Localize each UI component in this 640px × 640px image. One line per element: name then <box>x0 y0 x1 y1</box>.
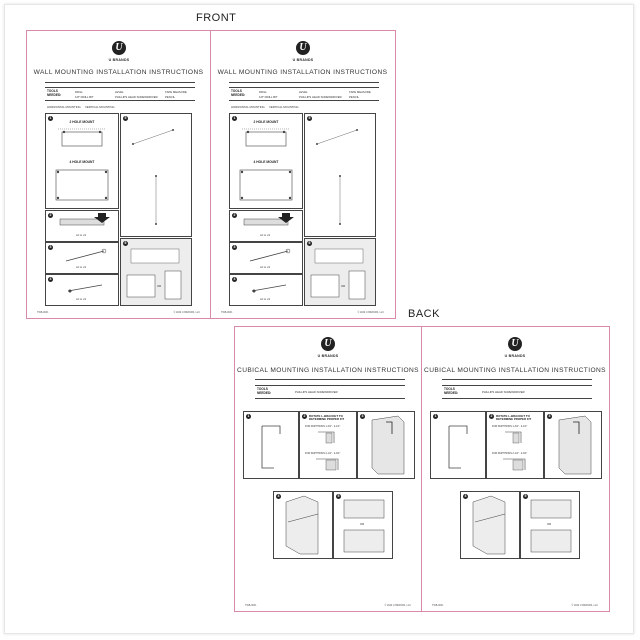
tool-item: PHILLIPS HEAD SCREWDRIVER <box>115 94 158 99</box>
footer-right: © 2020 U BRANDS, LLC <box>357 311 384 314</box>
tools-panel <box>45 87 195 101</box>
step-number-3: 3 <box>548 414 551 418</box>
step-3-panel <box>45 242 119 274</box>
front-sheet <box>26 30 396 319</box>
fit-b-diagram <box>300 456 356 476</box>
step-number-5: 5 <box>308 116 311 120</box>
bracket-diagram <box>244 412 298 478</box>
step-2-panel <box>229 210 303 242</box>
two-hole-diagram <box>46 126 118 156</box>
tool-item: LEVEL <box>299 89 308 94</box>
step-number-1: 1 <box>247 414 250 418</box>
step-number-5: 5 <box>524 494 527 498</box>
step-4-panel <box>273 491 333 559</box>
tool-item: 1/8" DRILL BIT <box>259 94 278 99</box>
bracket-diagram <box>431 412 485 478</box>
qty-label: x2 or x4 <box>76 265 86 269</box>
qty-label: x2 or x4 <box>260 297 270 301</box>
tools-panel <box>255 385 405 399</box>
or-label: OR <box>360 522 365 526</box>
front-label: FRONT <box>196 12 237 24</box>
footer-left: TWB-0001 <box>221 311 233 314</box>
step-2-panel <box>45 210 119 242</box>
qty-label: x2 or x4 <box>76 297 86 301</box>
two-hole-caption: 2 HOLE MOUNT <box>69 120 95 124</box>
two-hole-caption: 2 HOLE MOUNT <box>253 120 279 124</box>
tool-item: PHILLIPS HEAD SCREWDRIVER <box>295 390 338 394</box>
title-rule <box>442 379 592 380</box>
cubical-instructions-page <box>235 327 421 611</box>
four-hole-diagram <box>46 166 118 206</box>
step-number-5: 5 <box>124 116 127 120</box>
fit-b-diagram <box>487 456 543 476</box>
option-horizontal: HORIZONTAL MOUNTING <box>47 105 81 109</box>
step-3-panel <box>229 242 303 274</box>
tools-label: TOOLS NEEDED: <box>47 89 62 97</box>
step-number-4: 4 <box>49 277 52 281</box>
step-number-2: 2 <box>490 414 493 418</box>
whiteboard-diagram <box>305 239 375 305</box>
step-number-2: 2 <box>233 213 236 217</box>
step-1-panel <box>229 113 303 209</box>
footer-left: TWB-0001 <box>37 311 49 314</box>
footer-right: © 2020 U BRANDS, LLC <box>173 311 200 314</box>
tool-item: TAPE MEASURE <box>165 89 187 94</box>
cubical-instructions-page-copy <box>422 327 608 611</box>
u-brands-logo-icon: U <box>508 337 522 351</box>
two-hole-diagram <box>230 126 302 156</box>
wall-instructions-page-copy <box>211 31 394 318</box>
tools-label: TOOLS NEEDED: <box>444 387 459 395</box>
cubical-title: CUBICAL MOUNTING INSTALLATION INSTRUCTIONS <box>237 367 419 374</box>
brand-name: U BRANDS <box>108 58 130 62</box>
wall-title: WALL MOUNTING INSTALLATION INSTRUCTIONS <box>217 69 388 76</box>
step-number-4: 4 <box>233 277 236 281</box>
option-vertical: VERTICAL MOUNTING <box>269 105 299 109</box>
tool-item: PHILLIPS HEAD SCREWDRIVER <box>299 94 342 99</box>
step-4-panel <box>45 274 119 306</box>
tool-item: TAPE MEASURE <box>349 89 371 94</box>
or-label: OR <box>157 284 162 288</box>
step-6-panel <box>120 238 192 306</box>
brand-name: U BRANDS <box>504 354 526 358</box>
brand-name: U BRANDS <box>317 354 339 358</box>
tool-item: DRILL <box>75 89 83 94</box>
step-1-panel <box>430 411 486 479</box>
fit-option-b: FOR PARTITIONS 2-1/4" - 2-3/4" <box>305 452 341 455</box>
four-hole-caption: 4 HOLE MOUNT <box>69 160 95 164</box>
tools-label: TOOLS NEEDED: <box>231 89 246 97</box>
title-rule <box>255 379 405 380</box>
brand-name: U BRANDS <box>292 58 314 62</box>
step-number-4: 4 <box>464 494 467 498</box>
qty-label: x2 or x4 <box>260 233 270 237</box>
step-5-panel <box>304 113 376 237</box>
fit-option-b: FOR PARTITIONS 2-1/4" - 2-3/4" <box>492 452 528 455</box>
fit-option-a: FOR PARTITIONS 1-3/4" - 2-1/4" <box>492 425 528 428</box>
fit-a-diagram <box>487 429 543 449</box>
step-1-panel <box>45 113 119 209</box>
step-number-3: 3 <box>49 245 52 249</box>
step-number-6: 6 <box>124 241 127 245</box>
step-number-1: 1 <box>49 116 52 120</box>
title-rule <box>229 82 379 83</box>
tools-panel <box>442 385 592 399</box>
tool-item: PENCIL <box>165 94 176 99</box>
tools-label: TOOLS NEEDED: <box>257 387 272 395</box>
measure-diagram <box>121 114 191 236</box>
back-sheet <box>234 326 610 612</box>
step-number-3: 3 <box>233 245 236 249</box>
partition-diagram <box>358 412 414 478</box>
step-2-title: ROTATE L-BRACKET TO DETERMINE PROPER FIT <box>496 414 532 422</box>
step-2-panel <box>299 411 357 479</box>
wall-title: WALL MOUNTING INSTALLATION INSTRUCTIONS <box>33 69 204 76</box>
step-number-4: 4 <box>277 494 280 498</box>
cubical-title: CUBICAL MOUNTING INSTALLATION INSTRUCTIONS <box>424 367 606 374</box>
step-number-2: 2 <box>303 414 306 418</box>
hang-board-diagram <box>274 492 332 558</box>
whiteboard-diagram <box>121 239 191 305</box>
partition-diagram <box>545 412 601 478</box>
tool-item: PENCIL <box>349 94 360 99</box>
step-2-title: ROTATE L-BRACKET TO DETERMINE PROPER FIT <box>309 414 345 422</box>
tools-panel <box>229 87 379 101</box>
step-5-panel <box>333 491 393 559</box>
footer-left: TWB-0001 <box>245 604 257 607</box>
step-6-panel <box>304 238 376 306</box>
wall-instructions-page <box>27 31 210 318</box>
option-vertical: VERTICAL MOUNTING <box>85 105 115 109</box>
step-3-panel <box>357 411 415 479</box>
footer-right: © 2020 U BRANDS, LLC <box>571 604 598 607</box>
fit-option-a: FOR PARTITIONS 1-3/4" - 2-1/4" <box>305 425 341 428</box>
tool-item: PHILLIPS HEAD SCREWDRIVER <box>482 390 525 394</box>
step-5-panel <box>520 491 580 559</box>
step-number-2: 2 <box>49 213 52 217</box>
four-hole-diagram <box>230 166 302 206</box>
u-brands-logo-icon: U <box>112 41 126 55</box>
step-number-1: 1 <box>233 116 236 120</box>
four-hole-caption: 4 HOLE MOUNT <box>253 160 279 164</box>
step-number-3: 3 <box>361 414 364 418</box>
u-brands-logo-icon: U <box>296 41 310 55</box>
option-horizontal: HORIZONTAL MOUNTING <box>231 105 265 109</box>
qty-label: x2 or x4 <box>260 265 270 269</box>
back-label: BACK <box>408 308 440 320</box>
tool-item: LEVEL <box>115 89 124 94</box>
title-rule <box>45 82 195 83</box>
step-2-panel <box>486 411 544 479</box>
hang-board-diagram <box>461 492 519 558</box>
or-label: OR <box>547 522 552 526</box>
step-number-1: 1 <box>434 414 437 418</box>
u-brands-logo-icon: U <box>321 337 335 351</box>
tool-item: 1/8" DRILL BIT <box>75 94 94 99</box>
step-5-panel <box>120 113 192 237</box>
step-number-5: 5 <box>337 494 340 498</box>
step-4-panel <box>460 491 520 559</box>
step-number-6: 6 <box>308 241 311 245</box>
measure-diagram <box>305 114 375 236</box>
footer-right: © 2020 U BRANDS, LLC <box>384 604 411 607</box>
tool-item: DRILL <box>259 89 267 94</box>
footer-left: TWB-0001 <box>432 604 444 607</box>
qty-label: x2 or x4 <box>76 233 86 237</box>
step-4-panel <box>229 274 303 306</box>
or-label: OR <box>341 284 346 288</box>
fit-a-diagram <box>300 429 356 449</box>
step-1-panel <box>243 411 299 479</box>
step-3-panel <box>544 411 602 479</box>
